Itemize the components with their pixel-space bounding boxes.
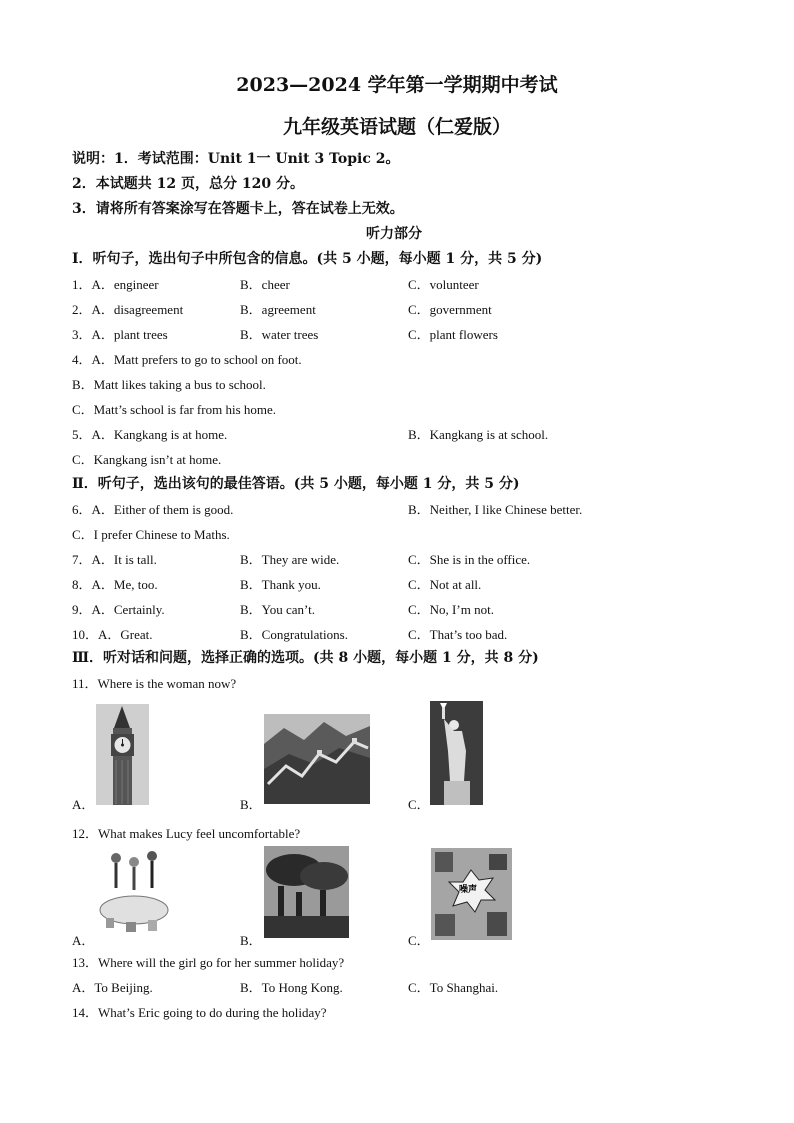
q3-option-c: C．plant flowers [408,327,498,342]
q12-option-b: B． [240,933,262,948]
q11-option-a: A． [72,797,95,812]
q1-option-a: 1．A．engineer [72,277,159,292]
note-line-2: 2．本试题共 12 页，总分 120 分。 [72,176,304,192]
noise-sign-label: 噪声 [459,885,478,895]
q12-option-a: A． [72,933,95,948]
q8-option-b: B．Thank you. [240,577,321,592]
q4-option-a: 4．A．Matt prefers to go to school on foot. [72,352,302,367]
section3-heading: Ⅲ．听对话和问题，选择正确的选项。(共 8 小题，每小题 1 分，共 8 分) [72,650,539,666]
q6-option-a: 6．A．Either of them is good. [72,502,234,517]
q5-option-c: C．Kangkang isn’t at home. [72,452,222,467]
q10-option-b: B．Congratulations. [240,627,348,642]
note-line-1: 说明：1．考试范围：Unit 1一 Unit 3 Topic 2。 [72,151,400,167]
section2-heading: Ⅱ．听句子，选出该句的最佳答语。(共 5 小题，每小题 1 分，共 5 分) [72,476,520,492]
q7-option-a: 7．A．It is tall. [72,552,157,567]
q12-option-c: C． [408,933,430,948]
q6-option-b: B．Neither, I like Chinese better. [408,502,583,517]
q4-option-c: C．Matt’s school is far from his home. [72,402,277,417]
statue-of-liberty-image [430,701,483,805]
q11-option-c: C． [408,797,430,812]
q2-option-c: C．government [408,302,492,317]
exam-title: 2023—2024 学年第一学期期中考试 [236,74,558,96]
q8-option-c: C．Not at all. [408,577,482,592]
q13-option-b: B．To Hong Kong. [240,980,343,995]
q11-option-b: B． [240,797,262,812]
q8-option-a: 8．A．Me, too. [72,577,158,592]
q7-option-c: C．She is in the office. [408,552,531,567]
section1-heading: Ⅰ．听句子，选出句子中所包含的信息。(共 5 小题，每小题 1 分，共 5 分) [72,251,543,267]
exam-subtitle: 九年级英语试题（仁爱版） [282,116,511,138]
q1-option-b: B．cheer [240,277,290,292]
q14-stem: 14．What’s Eric going to do during the holiday? [72,1005,327,1020]
q13-option-a: A．To Beijing. [72,980,153,995]
q1-option-c: C．volunteer [408,277,479,292]
q9-option-a: 9．A．Certainly. [72,602,165,617]
q13-option-c: C．To Shanghai. [408,980,499,995]
q10-option-a: 10．A．Great. [72,627,153,642]
people-crowd-image [96,846,172,938]
note-line-3: 3．请将所有答案涂写在答题卡上，答在试卷上无效。 [72,201,404,217]
q5-option-a: 5．A．Kangkang is at home. [72,427,228,442]
factory-pollution-image [264,846,349,938]
q13-stem: 13．Where will the girl go for her summer holiday? [72,955,345,970]
q7-option-b: B．They are wide. [240,552,340,567]
q2-option-b: B．agreement [240,302,316,317]
great-wall-image [264,714,370,804]
q9-option-c: C．No, I’m not. [408,602,494,617]
q10-option-c: C．That’s too bad. [408,627,508,642]
q12-stem: 12．What makes Lucy feel uncomfortable? [72,826,301,841]
q3-option-a: 3．A．plant trees [72,327,168,342]
q3-option-b: B．water trees [240,327,319,342]
part-title: 听力部分 [366,226,422,242]
q6-option-c: C．I prefer Chinese to Maths. [72,527,230,542]
q2-option-a: 2．A．disagreement [72,302,184,317]
noise-image [431,848,512,940]
q11-stem: 11．Where is the woman now? [72,676,237,691]
big-ben-image [96,704,149,805]
q5-option-b: B．Kangkang is at school. [408,427,549,442]
q4-option-b: B．Matt likes taking a bus to school. [72,377,266,392]
q9-option-b: B．You can’t. [240,602,316,617]
